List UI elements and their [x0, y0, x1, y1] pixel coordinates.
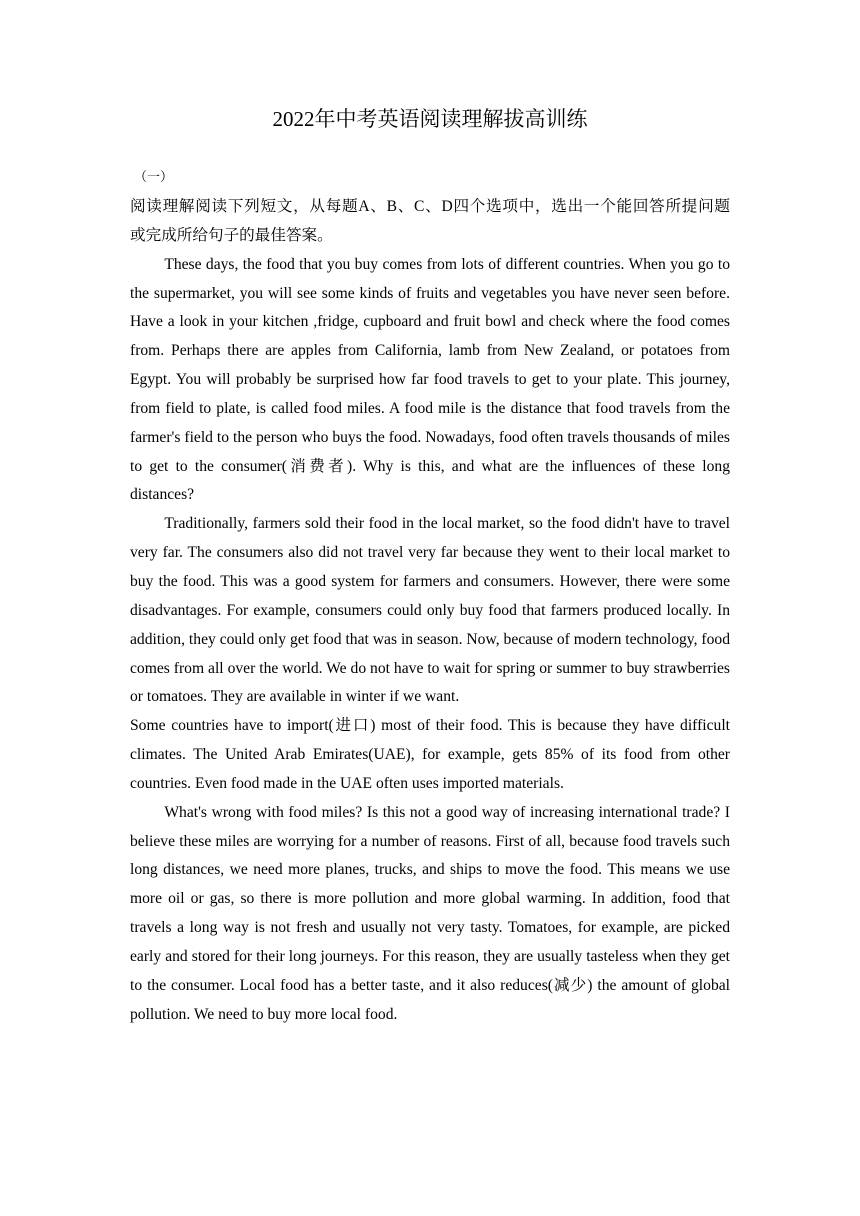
paragraph-3: Some countries have to import(进口) most of their food. This is because they have difficult climates. The United Arab Emirates(UAE), for example, gets 85% of its food from other countries. Even food made in the UAE often uses imported materials. — [130, 717, 730, 792]
paragraph-2: Traditionally, farmers sold their food in the local market, so the food didn't have to travel very far. The consumers also did not travel very far because they went to their local market to buy the food. This was a good system for farmers and consumers. However, there were some disadvantages. For example, consumers could only buy food that farmers produced locally. In addition, they could only get food that was in season. Now, because of modern technology, food comes from all over the world. We do not have to wait for spring or summer to buy strawberries or tomatoes. They are available in winter if we want. — [130, 515, 730, 706]
document-body — [130, 193, 746, 1029]
paragraph-4: What's wrong with food miles? Is this not a good way of increasing international trade? I believe these miles are worrying for a number of reasons. First of all, because food travels such long distances, we need more planes, trucks, and ships to move the food. This means we use more oil or gas, so there is more pollution and more global warming. In addition, food that travels a long way is not fresh and usually not very tasty. Tomatoes, for example, are picked early and stored for their long journeys. For this reason, they are usually tasteless when they get to the consumer. Local food has a better taste, and it also reduces(减少) the amount of global pollution. We need to buy more local food. — [130, 803, 730, 1023]
instruction-text: 阅读理解阅读下列短文，从每题A、B、C、D四个选项中，选出一个能回答所提问题 或完成所给句子的最佳答案。 — [130, 198, 746, 244]
document-title: 2022年中考英语阅读理解拔高训练 — [272, 107, 588, 131]
paragraph-1: These days, the food that you buy comes from lots of different countries. When you go to the supermarket, you will see some kinds of fruits and vegetables you have never seen before. Have a look in your kitchen ,fridge, cupboard and fruit bowl and check where the food comes from. Perhaps there are apples from California, lamb from New Zealand, or potatoes from Egypt. You will probably be surprised how far food travels to get to your plate. This journey, from field to plate, is called food miles. A food mile is the distance that food travels from the farmer's field to the person who buys the food. Nowadays, food often travels thousands of miles to get to the consumer(消费者). Why is this, and what are the influences of these long distances? — [130, 255, 730, 504]
section-label: （一） — [134, 169, 174, 184]
